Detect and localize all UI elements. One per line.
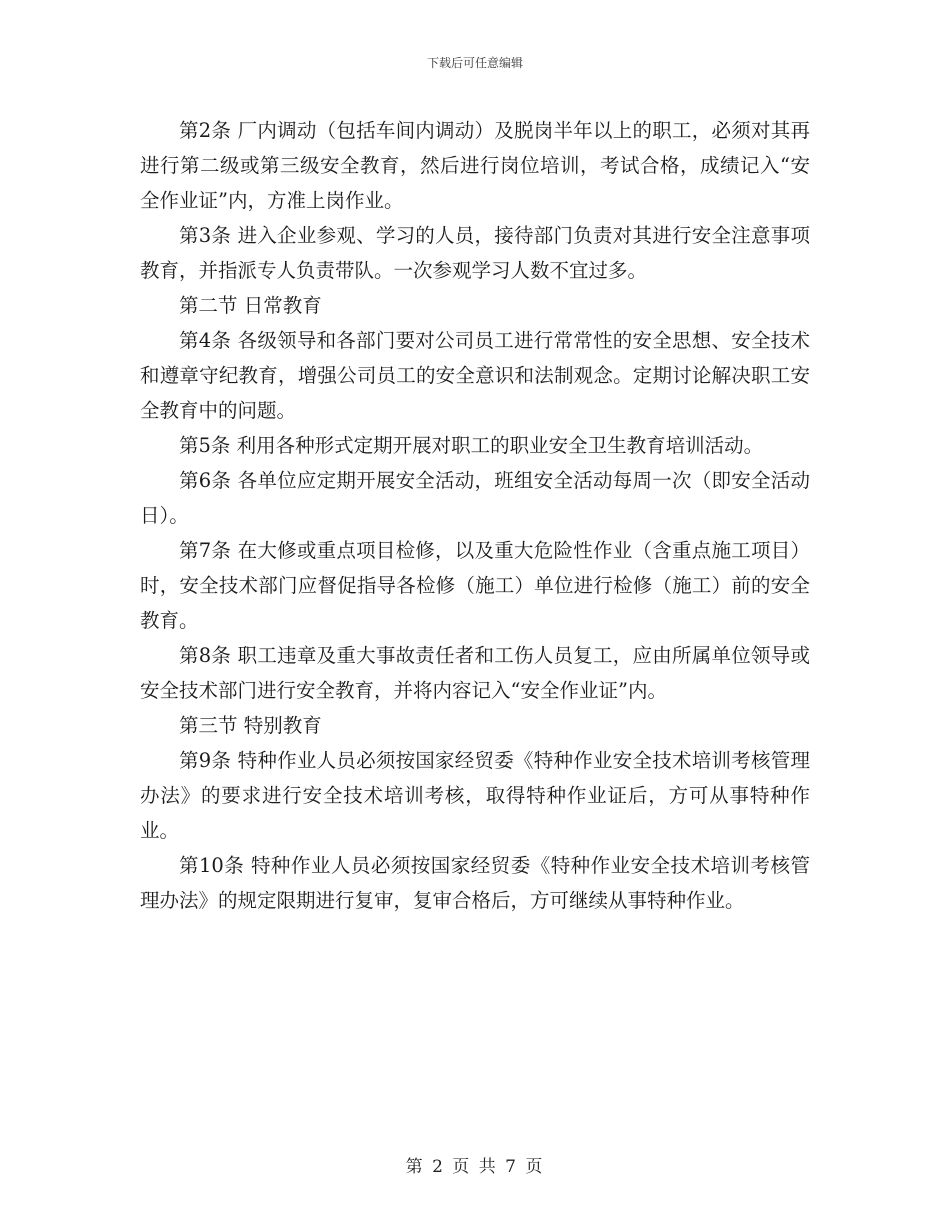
paragraph-article-2: 第2条 厂内调动（包括车间内调动）及脱岗半年以上的职工，必须对其再进行第二级或第三级安全教育，然后进行岗位培训，考试合格，成绩记入“安全作业证”内，方准上岗作业。: [140, 119, 810, 212]
document-body: [140, 113, 810, 918]
paragraph-article-3: 第3条 进入企业参观、学习的人员，接待部门负责对其进行安全注意事项教育，并指派专人负责带队。一次参观学习人数不宜过多。: [140, 224, 810, 282]
paragraph-article-4: 第4条 各级领导和各部门要对公司员工进行常常性的安全思想、安全技术和遵章守纪教育，增强公司员工的安全意识和法制观念。定期讨论解决职工安全教育中的问题。: [140, 329, 810, 422]
paragraph-article-6: 第6条 各单位应定期开展安全活动，班组安全活动每周一次（即安全活动日）。: [140, 469, 810, 527]
paragraph-article-9: 第9条 特种作业人员必须按国家经贸委《特种作业安全技术培训考核管理办法》的要求进行安全技术培训考核，取得特种作业证后，方可从事特种作业。: [140, 749, 810, 842]
page-number: 第 2 页 共 7 页: [405, 1157, 545, 1177]
page-header: 下载后可任意编辑: [426, 56, 523, 70]
section-heading-daily-education: 第二节 日常教育: [179, 294, 322, 317]
paragraph-article-5: 第5条 利用各种形式定期开展对职工的职业安全卫生教育培训活动。: [179, 434, 764, 457]
paragraph-article-7: 第7条 在大修或重点项目检修，以及重大危险性作业（含重点施工项目）时，安全技术部门应督促指导各检修（施工）单位进行检修（施工）前的安全教育。: [140, 539, 810, 632]
paragraph-article-8: 第8条 职工违章及重大事故责任者和工伤人员复工，应由所属单位领导或安全技术部门进行安全教育，并将内容记入“安全作业证”内。: [140, 644, 810, 702]
paragraph-article-10: 第10条 特种作业人员必须按国家经贸委《特种作业安全技术培训考核管理办法》的规定限期进行复审，复审合格后，方可继续从事特种作业。: [140, 854, 810, 912]
section-heading-special-education: 第三节 特别教育: [179, 714, 322, 737]
